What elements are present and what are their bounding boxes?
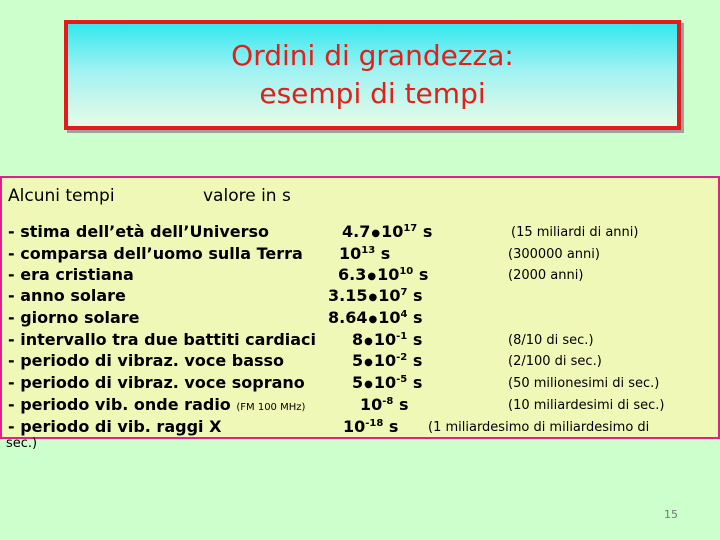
value-exponent: -2 — [396, 352, 408, 363]
dot-icon: ● — [367, 271, 377, 282]
title-box — [64, 20, 681, 130]
value-unit: s — [418, 265, 429, 284]
value-exponent: 7 — [400, 287, 408, 298]
value-anno-solare — [328, 285, 423, 309]
value-exponent: 10 — [399, 266, 414, 277]
row-label-raggi-x: - periodo di vib. raggi X — [8, 417, 222, 436]
title-line-1: Ordini di grandezza: — [231, 39, 514, 72]
note-raggi-x-continuation: sec.) — [6, 436, 38, 451]
dot-icon: ● — [371, 228, 381, 239]
row-label-voce-soprano: - periodo di vibraz. voce soprano — [8, 373, 305, 392]
value-base: 10 — [378, 286, 401, 305]
value-unit: s — [422, 222, 433, 241]
value-unit: s — [380, 244, 391, 263]
value-giorno-solare — [328, 307, 423, 331]
note-onde-radio: (10 miliardesimi di sec.) — [508, 398, 665, 413]
row-label-anno-solare: - anno solare — [8, 286, 126, 305]
value-base: 10 — [373, 330, 397, 349]
value-exponent: 13 — [361, 245, 376, 256]
value-coef: 5 — [352, 351, 364, 370]
value-exponent: 17 — [403, 223, 418, 234]
page-number: 15 — [664, 508, 678, 521]
note-raggi-x: (1 miliardesimo di miliardesimo di — [428, 420, 650, 435]
title-line-2: esempi di tempi — [259, 77, 486, 110]
value-coef: 3.15 — [328, 286, 368, 305]
value-base: 10 — [377, 265, 400, 284]
row-label-onde-radio-text: - periodo vib. onde radio — [8, 395, 231, 414]
dot-icon: ● — [368, 292, 378, 303]
note-voce-soprano: (50 milionesimi di sec.) — [508, 376, 660, 391]
value-uomo — [339, 243, 390, 265]
dot-icon: ● — [364, 379, 373, 390]
value-base: 10 — [373, 373, 397, 392]
row-label-uomo: - comparsa dell’uomo sulla Terra — [8, 244, 303, 263]
value-unit: s — [412, 373, 423, 392]
value-base: 10 — [343, 417, 366, 436]
value-voce-soprano — [352, 372, 422, 396]
value-unit: s — [388, 417, 399, 436]
value-raggi-x — [343, 416, 398, 438]
value-exponent: -5 — [396, 374, 408, 385]
value-coef: 4.7 — [342, 222, 371, 241]
value-coef: 8 — [352, 330, 364, 349]
note-uomo: (300000 anni) — [508, 247, 600, 262]
row-label-universo: - stima dell’età dell’Universo — [8, 222, 270, 241]
header-valore-in-s: valore in s — [203, 186, 291, 206]
value-onde-radio — [360, 394, 408, 416]
value-exponent: -18 — [365, 418, 384, 429]
note-era-cristiana: (2000 anni) — [508, 268, 584, 283]
value-coef: 5 — [352, 373, 364, 392]
note-universo: (15 miliardi di anni) — [511, 225, 639, 240]
note-voce-basso: (2/100 di sec.) — [508, 354, 602, 369]
dot-icon: ● — [368, 314, 378, 325]
row-label-battiti: - intervallo tra due battiti cardiaci — [8, 330, 317, 349]
value-coef: 8.64 — [328, 308, 368, 327]
value-unit: s — [413, 286, 423, 305]
row-label-voce-basso: - periodo di vibraz. voce basso — [8, 351, 285, 370]
value-exponent: -8 — [382, 396, 394, 407]
note-battiti: (8/10 di sec.) — [508, 333, 594, 348]
value-unit: s — [412, 351, 423, 370]
value-exponent: 4 — [400, 309, 408, 320]
value-base: 10 — [373, 351, 397, 370]
value-universo — [342, 221, 432, 245]
value-coef: 6.3 — [338, 265, 367, 284]
value-unit: s — [398, 395, 409, 414]
value-base: 10 — [339, 244, 362, 263]
value-unit: s — [412, 330, 423, 349]
row-label-onde-radio-note: (FM 100 MHz) — [236, 402, 306, 413]
value-base: 10 — [360, 395, 383, 414]
value-voce-basso — [352, 350, 422, 374]
dot-icon: ● — [364, 357, 373, 368]
dot-icon: ● — [364, 336, 373, 347]
value-base: 10 — [381, 222, 404, 241]
header-alcuni-tempi: Alcuni tempi — [8, 186, 115, 206]
value-exponent: -1 — [396, 331, 408, 342]
value-base: 10 — [378, 308, 401, 327]
row-label-era-cristiana: - era cristiana — [8, 265, 134, 284]
row-label-giorno-solare: - giorno solare — [8, 308, 140, 327]
value-unit: s — [413, 308, 423, 327]
